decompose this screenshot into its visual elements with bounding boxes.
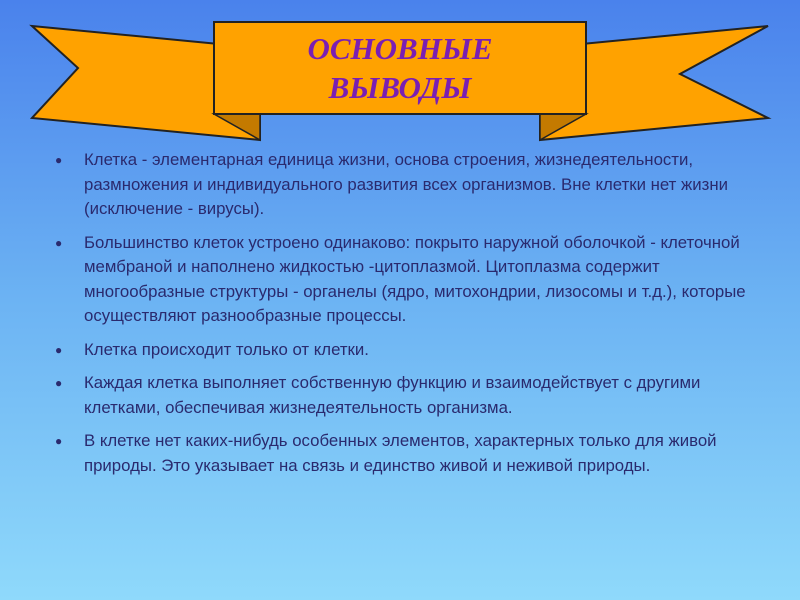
title-line-1: ОСНОВНЫЕ: [307, 31, 493, 66]
bullet-item: [50, 231, 780, 329]
bullet-list: [50, 148, 780, 487]
bullet-dot-icon: ●: [55, 153, 63, 167]
bullet-text: Клетка - элементарная единица жизни, основа строения, жизнедеятельности, размножения и индивидуального развития всех организмов. Вне клетки нет жизни (исключение - вирусы).: [84, 150, 728, 218]
bullet-dot-icon: ●: [55, 235, 63, 250]
slide-title: [214, 22, 586, 114]
bullet-item: [50, 371, 780, 420]
bullet-dot-icon: ●: [55, 342, 63, 357]
bullet-text: Клетка происходит только от клетки.: [84, 339, 369, 359]
bullet-text: В клетке нет каких-нибудь особенных элементов, характерных только для живой природы. Это указывает на связь и единство живой и неживой природы.: [84, 431, 717, 475]
bullet-dot-icon: ●: [55, 376, 63, 390]
bullet-text: Большинство клеток устроено одинаково: покрыто наружной оболочкой - клеточной мембраной и наполнено жидкостью -цитоплазмой. Цитоплазма содержит многообразные структуры - органелы (ядро, митохондрии, лизосомы и т.д.), которые осуществляют разнообразные процессы.: [84, 232, 746, 325]
bullet-item: [50, 429, 780, 478]
bullet-item: [50, 148, 780, 222]
bullet-text: Каждая клетка выполняет собственную функцию и взаимодействует с другими клетками, обеспечивая жизнедеятельность организма.: [84, 373, 701, 417]
bullet-item: [50, 338, 780, 363]
bullet-dot-icon: ●: [55, 434, 63, 448]
title-line-2: ВЫВОДЫ: [328, 70, 472, 105]
